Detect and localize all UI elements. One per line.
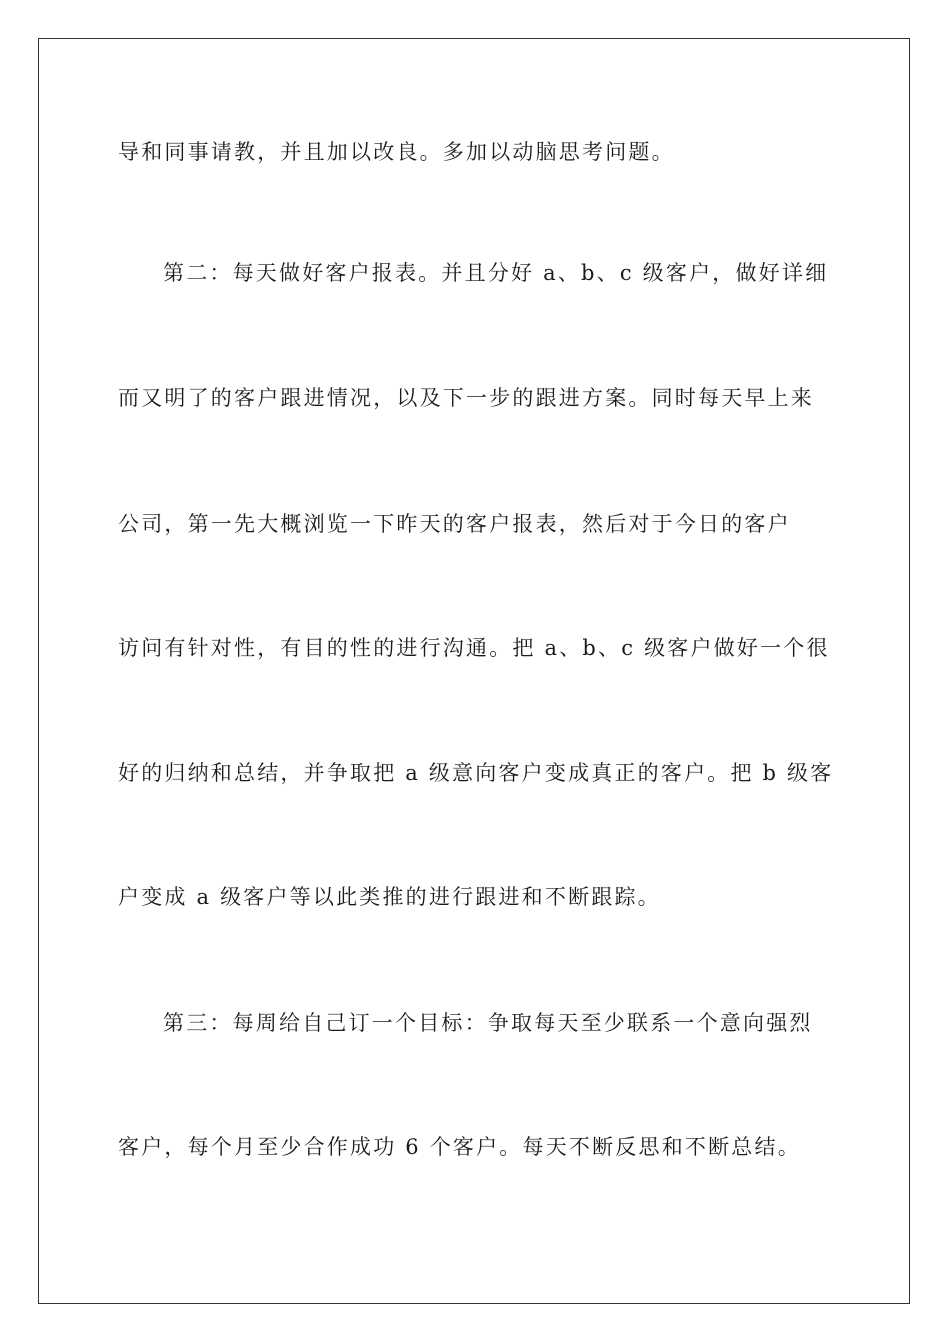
paragraph-2-line-5: 好的归纳和总结，并争取把 a 级意向客户变成真正的客户。把 b 级客: [118, 761, 834, 785]
paragraph-2-line-3: 公司，第一先大概浏览一下昨天的客户报表，然后对于今日的客户: [118, 512, 791, 536]
paragraph-2-line-4: 访问有针对性，有目的性的进行沟通。把 a、b、c 级客户做好一个很: [118, 636, 830, 660]
paragraph-2-line-1: 第二：每天做好客户报表。并且分好 a、b、c 级客户，做好详细: [163, 261, 829, 285]
text-line-1: 导和同事请教，并且加以改良。多加以动脑思考问题。: [118, 140, 675, 164]
page-border: [38, 38, 910, 1304]
paragraph-3-line-1: 第三：每周给自己订一个目标：争取每天至少联系一个意向强烈: [163, 1011, 813, 1035]
paragraph-2-line-6: 户变成 a 级客户等以此类推的进行跟进和不断跟踪。: [118, 885, 661, 909]
paragraph-2-line-2: 而又明了的客户跟进情况，以及下一步的跟进方案。同时每天早上来: [118, 386, 814, 410]
paragraph-3-line-2: 客户，每个月至少合作成功 6 个客户。每天不断反思和不断总结。: [118, 1135, 801, 1159]
